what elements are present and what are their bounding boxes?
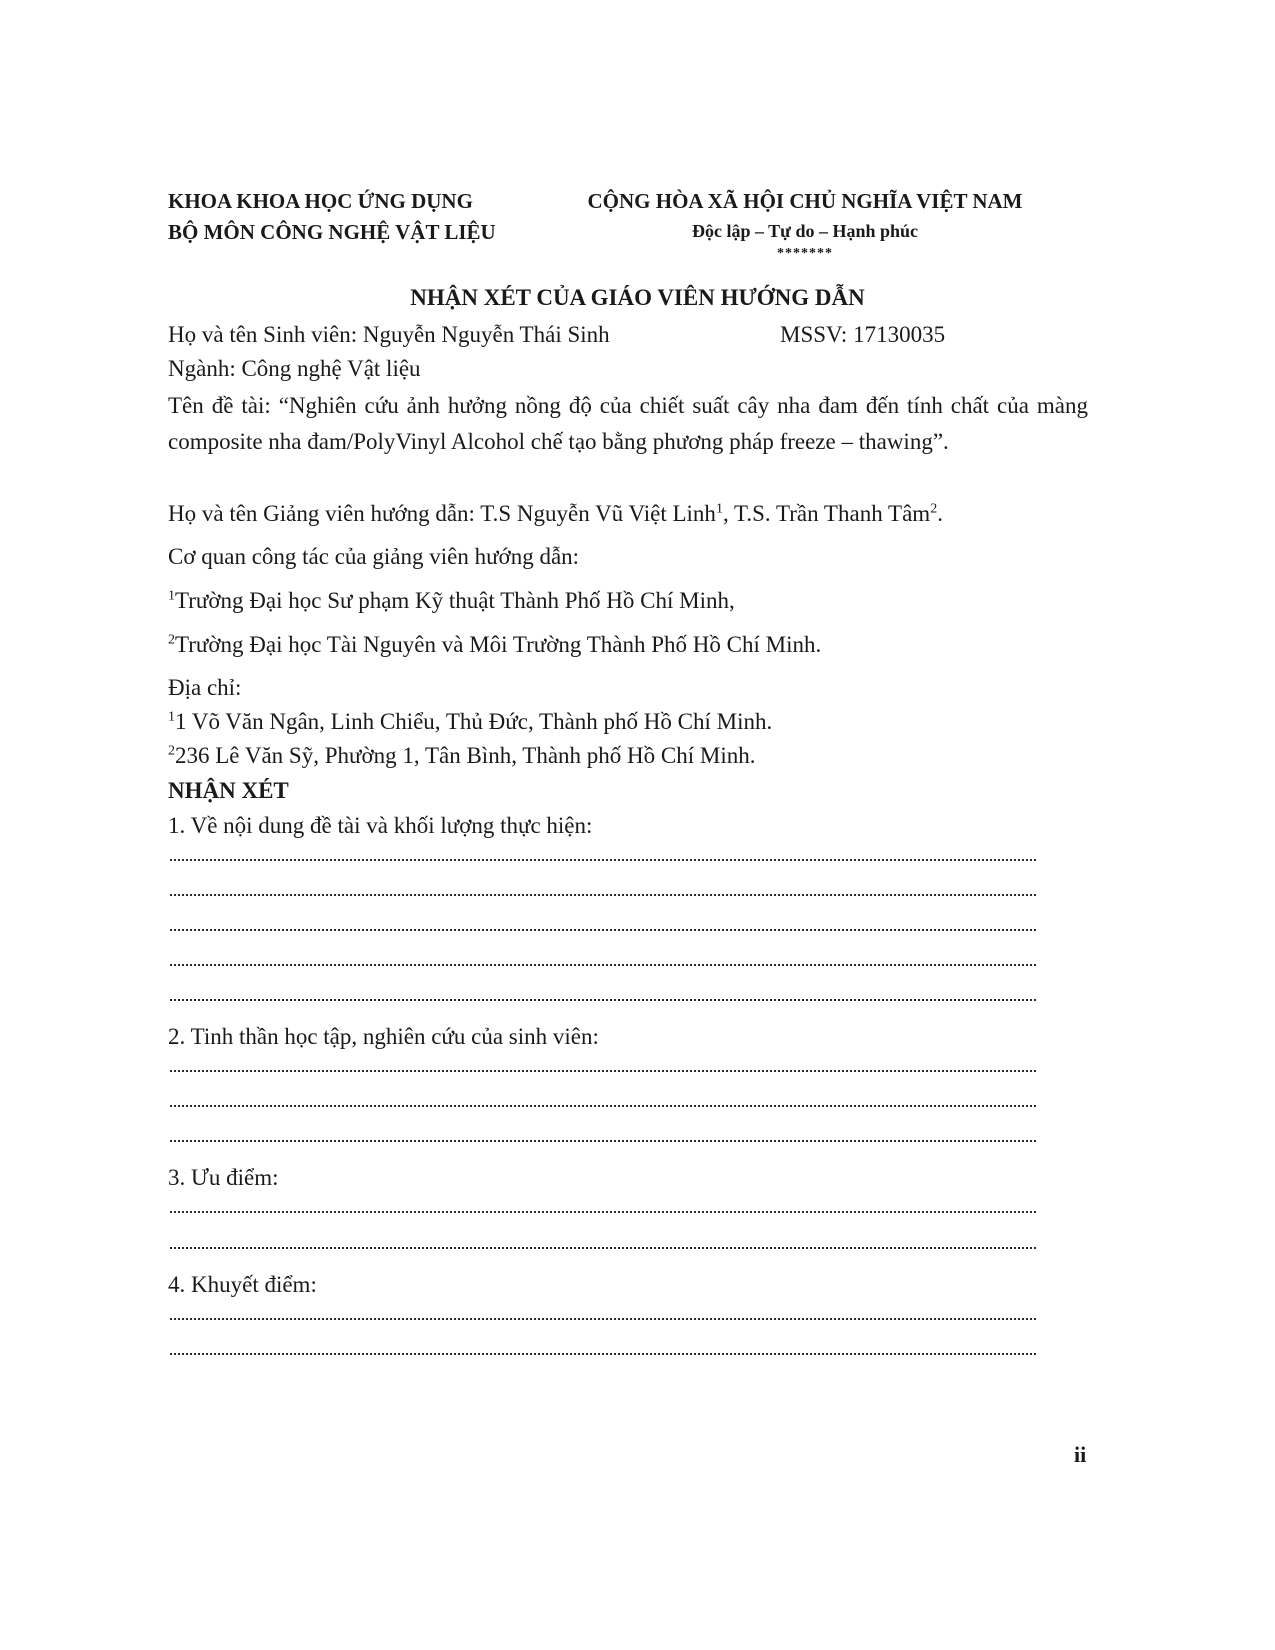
answer-line xyxy=(170,1247,1036,1249)
page-number: ii xyxy=(1074,1442,1087,1467)
answer-line xyxy=(170,999,1036,1001)
answer-line xyxy=(170,1318,1036,1320)
header-stars: ******* xyxy=(777,246,833,261)
advisor-2-superscript: 2 xyxy=(930,501,938,517)
institution-header xyxy=(168,186,558,248)
student-id-line: MSSV: 17130035 xyxy=(780,322,946,347)
review-heading: NHẬN XÉT xyxy=(168,778,289,803)
answer-line xyxy=(170,1105,1036,1107)
faculty-name: KHOA KHOA HỌC ỨNG DỤNG xyxy=(168,189,473,213)
advisors-prefix: Họ và tên Giảng viên hướng dẫn: T.S Nguyễn Vũ Việt Linh xyxy=(168,501,716,526)
workplace-item xyxy=(168,630,821,660)
answer-line xyxy=(170,894,1036,896)
answer-line xyxy=(170,1353,1036,1355)
workplace-1-superscript: 1 xyxy=(168,588,175,604)
advisors-middle: , T.S. Trần Thanh Tâm xyxy=(722,501,931,526)
answer-line xyxy=(170,859,1036,861)
address-2-text: 236 Lê Văn Sỹ, Phường 1, Tân Bình, Thành phố Hồ Chí Minh. xyxy=(175,743,756,768)
page-title: NHẬN XÉT CỦA GIÁO VIÊN HƯỚNG DẪN xyxy=(410,285,865,310)
review-section-label: 3. Ưu điểm: xyxy=(168,1165,279,1190)
advisor-1-superscript: 1 xyxy=(715,501,723,517)
address-1-text: 1 Võ Văn Ngân, Linh Chiểu, Thủ Đức, Thành phố Hồ Chí Minh. xyxy=(175,709,773,734)
address-1-superscript: 1 xyxy=(168,709,175,725)
thesis-topic: Tên đề tài: “Nghiên cứu ảnh hưởng nồng độ của chiết suất cây nha đam đến tính chất của màng composite nha đam/PolyVinyl Alcohol chế tạo bằng phương pháp freeze – thawing”. xyxy=(168,393,1088,454)
workplace-2-text: Trường Đại học Tài Nguyên và Môi Trường Thành Phố Hồ Chí Minh. xyxy=(175,632,822,657)
review-section-label: 4. Khuyết điểm: xyxy=(168,1272,317,1297)
review-section-label: 2. Tinh thần học tập, nghiên cứu của sinh viên: xyxy=(168,1024,599,1049)
address-label: Địa chỉ: xyxy=(168,675,242,700)
answer-line xyxy=(170,1211,1036,1213)
advisors-line xyxy=(168,499,943,529)
address-item xyxy=(168,741,755,771)
review-section-label: 1. Về nội dung đề tài và khối lượng thực hiện: xyxy=(168,813,593,838)
address-item xyxy=(168,707,772,737)
answer-line xyxy=(170,964,1036,966)
student-name-line: Họ và tên Sinh viên: Nguyễn Nguyễn Thái Sinh xyxy=(168,322,610,347)
workplace-2-superscript: 2 xyxy=(168,632,175,648)
workplace-item xyxy=(168,586,735,616)
address-2-superscript: 2 xyxy=(168,743,175,759)
republic-name: CỘNG HÒA XÃ HỘI CHỦ NGHĨA VIỆT NAM xyxy=(587,189,1023,213)
advisors-suffix: . xyxy=(937,501,943,526)
workplace-label: Cơ quan công tác của giảng viên hướng dẫn: xyxy=(168,544,580,569)
national-header xyxy=(560,186,1050,262)
major-line: Ngành: Công nghệ Vật liệu xyxy=(168,356,421,381)
answer-line xyxy=(170,1140,1036,1142)
department-name: BỘ MÔN CÔNG NGHỆ VẬT LIỆU xyxy=(168,220,496,244)
workplace-1-text: Trường Đại học Sư phạm Kỹ thuật Thành Phố Hồ Chí Minh, xyxy=(175,588,735,613)
national-motto: Độc lập – Tự do – Hạnh phúc xyxy=(691,221,919,241)
answer-line xyxy=(170,929,1036,931)
answer-line xyxy=(170,1070,1036,1072)
